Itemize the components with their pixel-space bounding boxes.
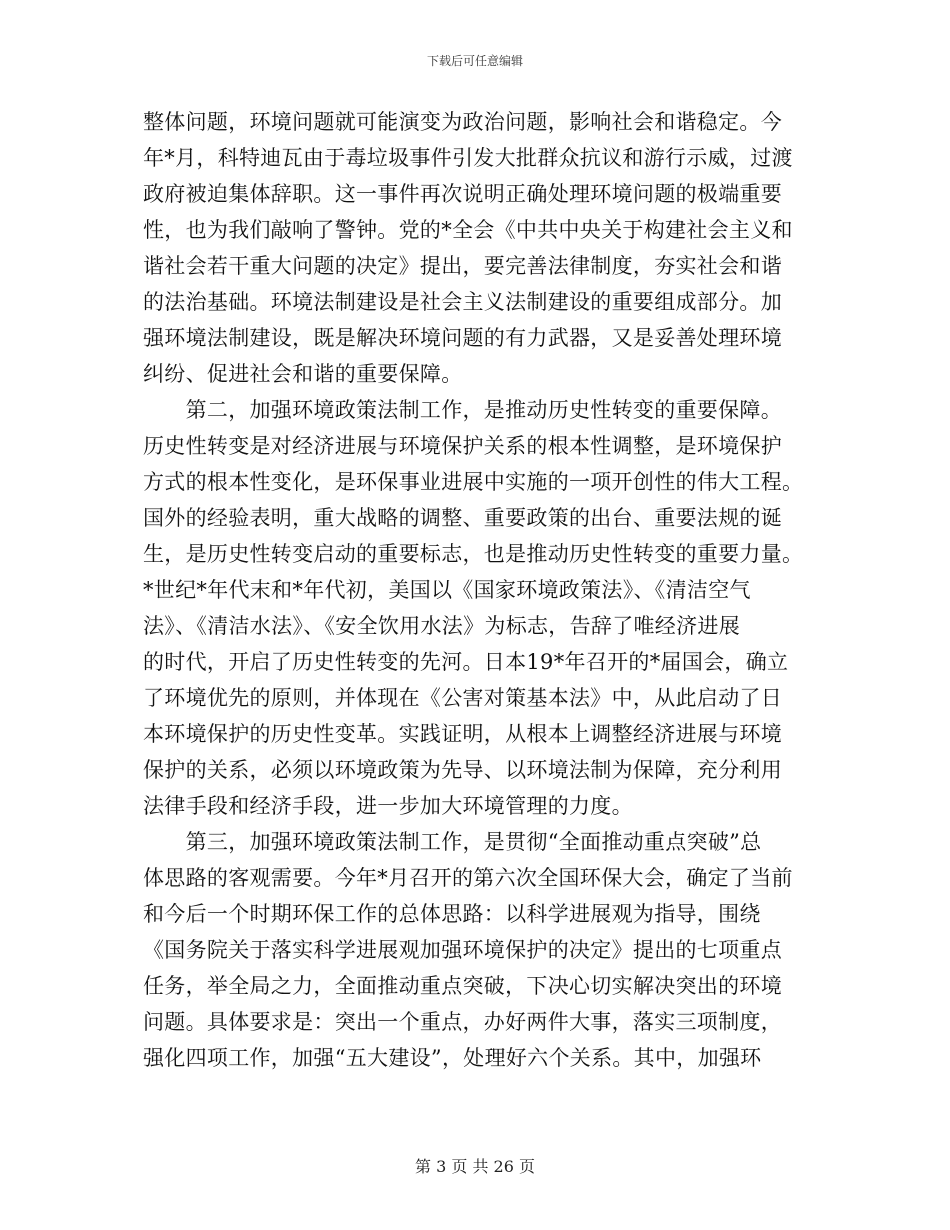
text-line: 整体问题，环境问题就可能演变为政治问题，影响社会和谐稳定。今: [143, 110, 782, 134]
text-line: 强环境法制建设，既是解决环境问题的有力武器，又是妥善处理环境: [143, 326, 782, 350]
text-line: 本环境保护的历史性变革。实践证明，从根本上调整经济进展与环境: [143, 722, 782, 746]
text-line: *世纪*年代末和*年代初，美国以《国家环境政策法》、《清洁空气: [143, 578, 751, 602]
text-line: 的时代，开启了历史性转变的先河。日本19*年召开的*届国会，确立: [143, 650, 789, 674]
text-line: 和今后一个时期环保工作的总体思路：以科学进展观为指导，围绕: [143, 902, 761, 926]
text-line: 历史性转变是对经济进展与环境保护关系的根本性调整，是环境保护: [143, 434, 782, 458]
text-line: 年*月，科特迪瓦由于毒垃圾事件引发大批群众抗议和游行示威，过渡: [143, 146, 793, 170]
text-line: 性，也为我们敲响了警钟。党的*全会《中共中央关于构建社会主义和: [143, 218, 793, 242]
text-line: 保护的关系，必须以环境政策为先导、以环境法制为保障，充分利用: [143, 758, 782, 782]
text-line: 政府被迫集体辞职。这一事件再次说明正确处理环境问题的极端重要: [143, 182, 782, 206]
text-line: 体思路的客观需要。今年*月召开的第六次全国环保大会，确定了当前: [143, 866, 793, 890]
text-line: 任务，举全局之力，全面推动重点突破，下决心切实解决突出的环境: [143, 974, 782, 998]
text-line: 的法治基础。环境法制建设是社会主义法制建设的重要组成部分。加: [143, 290, 782, 314]
text-line: 第三，加强环境政策法制工作，是贯彻“全面推动重点突破”总: [143, 830, 762, 854]
text-line: 第二，加强环境政策法制工作，是推动历史性转变的重要保障。: [143, 398, 782, 422]
text-line: 生，是历史性转变启动的重要标志，也是推动历史性转变的重要力量。: [143, 542, 804, 566]
text-line: 法》、《清洁水法》、《安全饮用水法》为标志，告辞了唯经济进展: [143, 614, 740, 638]
text-line: 国外的经验表明，重大战略的调整、重要政策的出台、重要法规的诞: [143, 506, 782, 530]
text-line: 纠纷、促进社会和谐的重要保障。: [143, 362, 463, 386]
page-header: 下载后可任意编辑: [426, 54, 523, 68]
text-line: 了环境优先的原则，并体现在《公害对策基本法》中，从此启动了日: [143, 686, 782, 710]
text-line: 强化四项工作，加强“五大建设”，处理好六个关系。其中，加强环: [143, 1046, 762, 1070]
text-line: 问题。具体要求是：突出一个重点，办好两件大事，落实三项制度，: [143, 1010, 782, 1034]
text-line: 《国务院关于落实科学进展观加强环境保护的决定》提出的七项重点: [143, 938, 782, 962]
text-line: 法律手段和经济手段，进一步加大环境管理的力度。: [143, 794, 633, 818]
page-number: 第 3 页 共 26 页: [415, 1157, 535, 1176]
text-line: 谐社会若干重大问题的决定》提出，要完善法律制度，夯实社会和谐: [143, 254, 782, 278]
text-line: 方式的根本性变化，是环保事业进展中实施的一项开创性的伟大工程。: [143, 470, 804, 494]
document-body: [143, 104, 815, 1076]
